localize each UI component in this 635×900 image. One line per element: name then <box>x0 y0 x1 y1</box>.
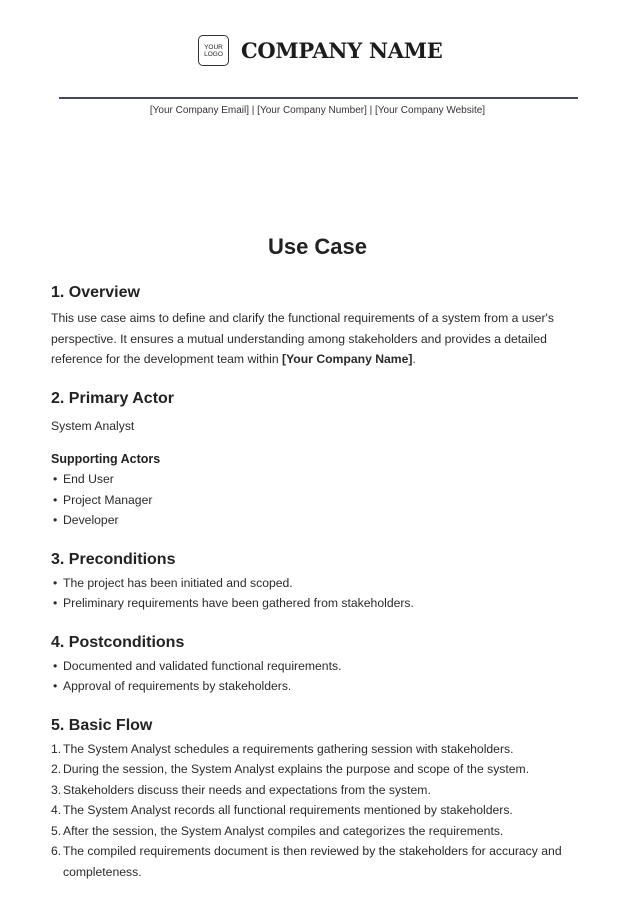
list-item: • The project has been initiated and scoped. <box>51 573 581 594</box>
supporting-actors-list <box>51 469 581 531</box>
logo-text-line2: LOGO <box>204 50 223 58</box>
supporting-actors-heading: Supporting Actors <box>51 452 161 466</box>
preconditions-heading: 3. Preconditions <box>51 550 176 568</box>
list-item: • Developer <box>51 510 581 531</box>
postconditions-heading: 4. Postconditions <box>51 633 185 651</box>
list-item: • Project Manager <box>51 490 581 511</box>
header-divider <box>59 97 578 99</box>
list-item <box>51 800 581 821</box>
step-text: After the session, the System Analyst compiles and categorizes the requirements. <box>63 823 504 838</box>
step-number: 4. <box>51 803 62 817</box>
step-text: During the session, the System Analyst explains the purpose and scope of the system. <box>63 762 530 776</box>
step-text: The compiled requirements document is then reviewed by the stakeholders for accuracy and completeness. <box>63 844 562 879</box>
step-text: Stakeholders discuss their needs and expectations from the system. <box>63 782 431 797</box>
list-item <box>51 759 581 780</box>
overview-heading: 1. Overview <box>51 284 140 301</box>
list-item <box>51 780 581 801</box>
contact-line: [Your Company Email] | [Your Company Number] | [Your Company Website] <box>149 105 486 116</box>
postconditions-list <box>51 656 581 697</box>
document-body <box>51 280 581 882</box>
list-item: • Documented and validated functional requirements. <box>51 656 581 677</box>
logo-placeholder <box>198 35 229 66</box>
overview-text-end: . <box>412 352 416 366</box>
step-number: 5. <box>51 823 62 838</box>
basic-flow-heading: 5. Basic Flow <box>51 716 153 734</box>
step-text: The System Analyst records all functional requirements mentioned by stakeholders. <box>63 803 513 817</box>
overview-paragraph <box>51 308 581 370</box>
step-number: 1. <box>51 741 62 756</box>
primary-actor-heading: 2. Primary Actor <box>51 389 175 407</box>
step-number: 2. <box>51 762 62 776</box>
overview-text: This use case aims to define and clarify the functional requirements of a system from a user's perspective. It ensures a mutual understanding among stakeholders and provides a detailed reference for the development team within <box>51 311 554 366</box>
step-text: The System Analyst schedules a requirements gathering session with stakeholders. <box>63 741 514 756</box>
document-title: Use Case <box>267 234 368 259</box>
company-name-placeholder: [Your Company Name] <box>282 352 413 366</box>
list-item: • Approval of requirements by stakeholders. <box>51 676 581 697</box>
preconditions-list <box>51 573 581 614</box>
list-item: • End User <box>51 469 581 490</box>
list-item: • Preliminary requirements have been gathered from stakeholders. <box>51 593 581 614</box>
list-item <box>51 739 581 760</box>
primary-actor-value: System Analyst <box>51 418 135 433</box>
step-number: 6. <box>51 844 62 858</box>
brand <box>198 35 442 66</box>
basic-flow-list <box>51 739 581 883</box>
company-name: COMPANY NAME <box>241 38 443 63</box>
logo-text-line1: YOUR <box>204 43 223 51</box>
list-item <box>51 821 581 842</box>
step-number: 3. <box>51 782 62 797</box>
list-item <box>51 841 581 882</box>
